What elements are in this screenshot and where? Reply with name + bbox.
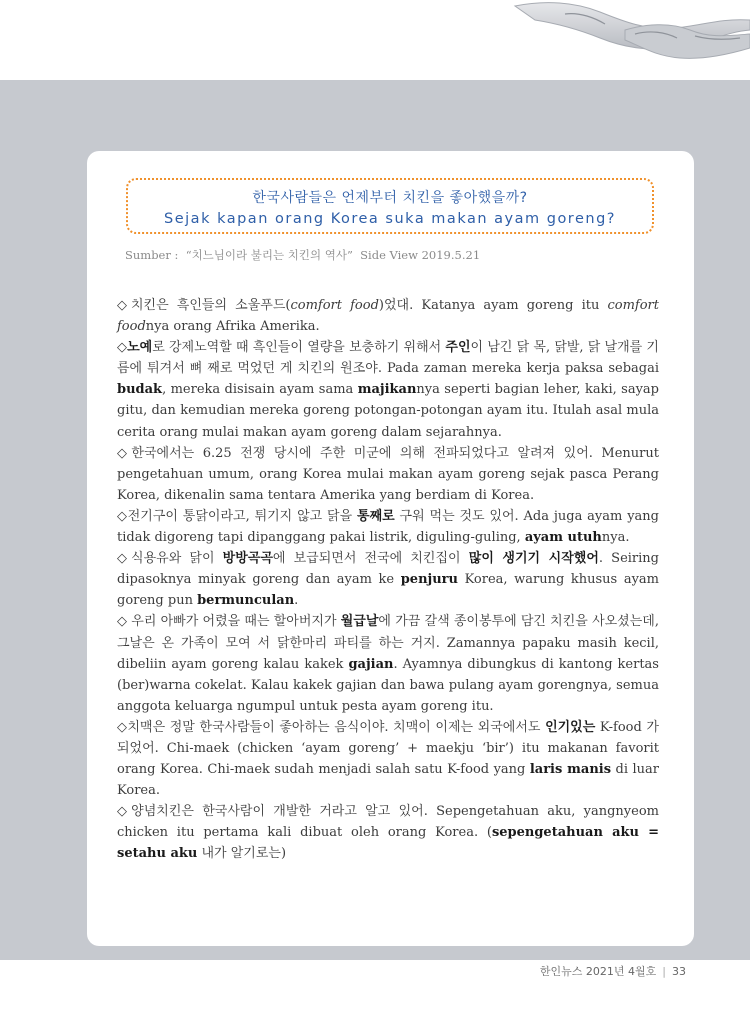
bold-term: ayam utuh bbox=[524, 530, 602, 546]
paragraph bbox=[117, 337, 659, 442]
text-run: ◇ bbox=[117, 340, 128, 356]
paragraph bbox=[117, 295, 659, 337]
text-run: ◇치킨은 흑인들의 소울푸드( bbox=[117, 298, 291, 313]
text-run: ◇전기구이 통닭이라고, 튀기지 않고 닭을 bbox=[117, 508, 358, 524]
bold-term: penjuru bbox=[400, 572, 458, 588]
italic-term: comfort food bbox=[117, 298, 659, 335]
text-run: . Seiring dipasoknya minyak goreng dan ayam ke bbox=[117, 551, 659, 588]
title-korean: 한국사람들은 언제부터 치킨을 좋아했을까? bbox=[252, 190, 528, 206]
source-line: Sumber : “치느님이라 불리는 치킨의 역사” Side View 2019.5.21 bbox=[125, 248, 481, 262]
text-run: 에 가끔 갈색 종이봉투에 담긴 치킨을 사오셨는데, 그날은 온 가족이 모여 서 닭한마리 파티를 하는 거지. Zamannya papaku masih kecil, dibeliin ayam goreng kalau kakek bbox=[117, 614, 659, 672]
text-run: 이 남긴 닭 목, 닭발, 닭 날개를 기름에 튀겨서 뼈 째로 먹었던 게 치킨의 원조야. Pada zaman mereka kerja paksa sebagai bbox=[117, 340, 659, 377]
text-run: 로 강제노역할 때 흑인들이 열량을 보충하기 위해서 bbox=[152, 340, 446, 356]
bold-term: sepengetahuan aku = setahu aku bbox=[117, 825, 660, 862]
page-number: 33 bbox=[672, 965, 686, 978]
title-box bbox=[126, 178, 654, 234]
text-run: . Ayamnya dibungkus di kantong kertas (ber)warna cokelat. Kalau kakek gajian dan bawa pulang ayam gorengnya, semua anggota keluarga ngumpul untuk pesta ayam goreng itu. bbox=[117, 656, 659, 714]
bold-term: 많이 생기기 시작했어 bbox=[468, 551, 599, 567]
text-run: K-food 가 되었어. Chi-maek (chicken ‘ayam goreng’ + maekju ‘bir’) itu makanan favorit orang Korea. Chi-maek sudah menjadi salah satu K-food yang bbox=[117, 719, 659, 778]
bold-term: 월급날 bbox=[340, 614, 379, 630]
article-card bbox=[87, 151, 694, 946]
bold-term: bermunculan bbox=[197, 593, 295, 609]
text-run: ◇양념치킨은 한국사람이 개발한 거라고 알고 있어. Sepengetahuan aku, yangnyeom chicken itu pertama kali dibuat oleh orang Korea. ( bbox=[117, 804, 659, 841]
text-run: nya orang Afrika Amerika. bbox=[145, 319, 320, 335]
footer-separator: | bbox=[662, 965, 666, 978]
bold-term: budak bbox=[117, 382, 163, 398]
text-run: di luar Korea. bbox=[117, 762, 659, 799]
title-indonesian: Sejak kapan orang Korea suka makan ayam goreng? bbox=[164, 211, 616, 227]
paragraph bbox=[117, 443, 659, 506]
text-run: 내가 알기로는) bbox=[197, 846, 287, 862]
text-run: nya seperti bagian leher, kaki, sayap gitu, dan kemudian mereka goreng potongan-potongan ayam itu. Itulah asal mula cerita orang mulai makan ayam goreng dalam sejarahnya. bbox=[117, 382, 659, 440]
text-run: )었대. Katanya ayam goreng itu bbox=[378, 298, 608, 313]
bold-term: 주인 bbox=[445, 340, 471, 356]
text-run: 구워 먹는 것도 있어. Ada juga ayam yang tidak digoreng tapi dipanggang pakai listrik, diguling-guling, bbox=[117, 508, 659, 546]
text-run: ◇식용유와 닭이 bbox=[117, 551, 223, 567]
text-run: nya. bbox=[601, 530, 630, 546]
text-run: , mereka disisain ayam sama bbox=[162, 382, 358, 398]
text-run: ◇한국에서는 6.25 전쟁 당시에 주한 미군에 의해 전파되었다고 알려져 있어. Menurut pengetahuan umum, orang Korea mulai makan ayam goreng sejak pasca Perang Korea, dikenalin sama tentara Amerika yang berdiam di Korea. bbox=[117, 445, 659, 503]
page-footer bbox=[540, 963, 686, 979]
italic-term: comfort food bbox=[290, 298, 379, 313]
bold-term: 노예 bbox=[127, 340, 153, 356]
bold-term: 방방곡곡 bbox=[222, 551, 273, 567]
text-run: 에 보급되면서 전국에 치킨집이 bbox=[272, 551, 469, 567]
bold-term: 통째로 bbox=[357, 508, 395, 524]
text-run: ◇ 우리 아빠가 어렸을 때는 할아버지가 bbox=[117, 614, 341, 630]
bold-term: majikan bbox=[357, 382, 417, 398]
publication-name: 한인뉴스 2021년 4월호 bbox=[539, 965, 657, 978]
text-run: Korea, warung khusus ayam goreng pun bbox=[117, 572, 659, 609]
bold-term: laris manis bbox=[529, 762, 612, 778]
bold-term: gajian bbox=[348, 656, 394, 672]
paragraph bbox=[117, 717, 659, 801]
paragraph bbox=[117, 801, 659, 864]
paragraph bbox=[117, 548, 659, 611]
text-run: ◇치맥은 정말 한국사람들이 좋아하는 음식이야. 치맥이 이제는 외국에서도 bbox=[117, 719, 546, 735]
bold-term: 인기있는 bbox=[545, 719, 596, 735]
article-body bbox=[117, 295, 659, 865]
text-run: . bbox=[294, 593, 299, 609]
cloud-ornament-icon bbox=[505, 0, 750, 62]
paragraph bbox=[117, 506, 659, 548]
paragraph bbox=[117, 611, 659, 716]
